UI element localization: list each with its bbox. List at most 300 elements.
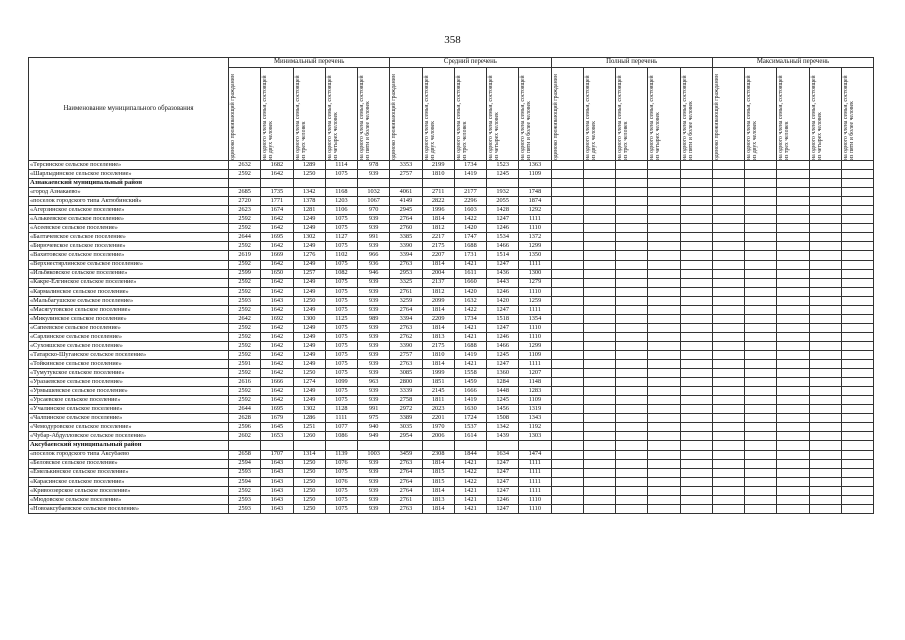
value-cell-mid: 1811	[422, 396, 454, 405]
municipality-name: «Балтачевское сельское поселение»	[29, 233, 229, 242]
empty-cell-full	[648, 504, 680, 513]
empty-cell-max	[841, 233, 873, 242]
empty-cell-max	[841, 242, 873, 251]
value-cell-mid: 1634	[487, 450, 519, 459]
value-cell-min: 1075	[325, 387, 357, 396]
empty-cell-max	[745, 360, 777, 369]
value-cell-min: 1249	[293, 350, 325, 359]
empty-cell-full	[583, 378, 615, 387]
municipality-name: «Учалинское сельское поселение»	[29, 405, 229, 414]
value-cell-min: 1075	[325, 360, 357, 369]
table-row	[29, 197, 874, 206]
value-cell-mid: 1851	[422, 378, 454, 387]
value-cell-mid: 3385	[390, 233, 422, 242]
empty-cell-max	[745, 179, 777, 188]
value-cell-mid: 1932	[487, 188, 519, 197]
value-cell-mid: 2201	[422, 414, 454, 423]
value-cell-min: 1250	[293, 468, 325, 477]
empty-cell-mid	[487, 441, 519, 450]
empty-cell-full	[616, 305, 648, 314]
value-cell-min: 1286	[293, 414, 325, 423]
value-cell-min: 1260	[293, 432, 325, 441]
empty-cell-full	[648, 260, 680, 269]
value-cell-mid: 1814	[422, 360, 454, 369]
value-cell-min: 1003	[358, 450, 390, 459]
value-cell-min: 1075	[325, 260, 357, 269]
empty-cell-max	[712, 197, 744, 206]
value-cell-mid: 1247	[487, 305, 519, 314]
empty-cell-full	[616, 323, 648, 332]
value-cell-mid: 1111	[519, 360, 551, 369]
empty-cell-full	[551, 423, 583, 432]
empty-cell-full	[648, 188, 680, 197]
value-cell-mid: 1436	[487, 269, 519, 278]
value-cell-min: 1032	[358, 188, 390, 197]
value-cell-mid: 1110	[519, 224, 551, 233]
empty-cell-min	[325, 179, 357, 188]
empty-cell-max	[777, 432, 809, 441]
value-cell-min: 2592	[229, 396, 261, 405]
empty-cell-full	[680, 305, 712, 314]
empty-cell-max	[712, 233, 744, 242]
value-cell-mid: 1419	[454, 396, 486, 405]
empty-cell-full	[551, 477, 583, 486]
value-cell-min: 1168	[325, 188, 357, 197]
value-cell-mid: 2308	[422, 450, 454, 459]
value-cell-min: 970	[358, 206, 390, 215]
subcolumn-header-label: на одного члена семьи, состоящей из пяти и более человек	[681, 75, 694, 160]
empty-cell-max	[841, 296, 873, 305]
value-cell-min: 1643	[261, 296, 293, 305]
empty-cell-max	[809, 170, 841, 179]
empty-cell-max	[745, 486, 777, 495]
empty-cell-max	[777, 233, 809, 242]
empty-cell-max	[777, 215, 809, 224]
value-cell-min: 1249	[293, 260, 325, 269]
empty-cell-max	[809, 269, 841, 278]
value-cell-min: 1249	[293, 341, 325, 350]
value-cell-min: 1642	[261, 360, 293, 369]
empty-cell-full	[551, 495, 583, 504]
value-cell-mid: 1688	[454, 242, 486, 251]
empty-cell-max	[777, 332, 809, 341]
value-cell-min: 1203	[325, 197, 357, 206]
value-cell-min: 1067	[358, 197, 390, 206]
subcolumn-header-label: на одного члена семьи, состоящей из четырех человек	[810, 75, 823, 160]
subcolumn-header-min-2	[261, 68, 293, 161]
value-cell-min: 939	[358, 278, 390, 287]
value-cell-min: 1642	[261, 387, 293, 396]
empty-cell-full	[551, 341, 583, 350]
value-cell-min: 1075	[325, 170, 357, 179]
value-cell-min: 1643	[261, 459, 293, 468]
value-cell-mid: 2953	[390, 269, 422, 278]
value-cell-mid: 1247	[487, 477, 519, 486]
value-cell-mid: 1448	[487, 387, 519, 396]
value-cell-mid: 1439	[487, 432, 519, 441]
empty-cell-max	[809, 405, 841, 414]
empty-cell-max	[841, 179, 873, 188]
empty-cell-min	[358, 179, 390, 188]
empty-cell-full	[680, 260, 712, 269]
value-cell-mid: 1419	[454, 170, 486, 179]
empty-cell-max	[809, 305, 841, 314]
table-row	[29, 251, 874, 260]
empty-cell-full	[583, 260, 615, 269]
empty-cell-full	[616, 495, 648, 504]
page-number: 358	[444, 34, 461, 46]
value-cell-mid: 1247	[487, 504, 519, 513]
empty-cell-max	[841, 459, 873, 468]
empty-cell-full	[648, 206, 680, 215]
empty-cell-max	[745, 477, 777, 486]
empty-cell-max	[809, 242, 841, 251]
group-header-max: Максимальный перечень	[712, 58, 873, 68]
empty-cell-max	[841, 341, 873, 350]
value-cell-mid: 1810	[422, 170, 454, 179]
value-cell-mid: 1110	[519, 495, 551, 504]
value-cell-min: 2592	[229, 350, 261, 359]
value-cell-min: 1075	[325, 305, 357, 314]
empty-cell-full	[648, 341, 680, 350]
empty-cell-full	[648, 287, 680, 296]
empty-cell-max	[745, 495, 777, 504]
value-cell-mid: 1110	[519, 323, 551, 332]
empty-cell-max	[712, 459, 744, 468]
empty-cell-full	[583, 486, 615, 495]
empty-cell-max	[809, 296, 841, 305]
value-cell-min: 1250	[293, 495, 325, 504]
value-cell-min: 1075	[325, 495, 357, 504]
empty-cell-max	[745, 269, 777, 278]
empty-cell-max	[777, 405, 809, 414]
municipality-name: «Тойкинское сельское поселение»	[29, 360, 229, 369]
subcolumn-header-max-2	[745, 68, 777, 161]
municipality-name: «Алькеевское сельское поселение»	[29, 215, 229, 224]
value-cell-mid: 1443	[487, 278, 519, 287]
value-cell-min: 978	[358, 161, 390, 170]
value-cell-min: 1249	[293, 278, 325, 287]
empty-cell-max	[712, 314, 744, 323]
empty-cell-max	[809, 441, 841, 450]
value-cell-min: 2602	[229, 432, 261, 441]
empty-cell-full	[680, 486, 712, 495]
empty-cell-full	[616, 260, 648, 269]
value-cell-min: 1342	[293, 188, 325, 197]
empty-cell-max	[809, 486, 841, 495]
table-row	[29, 369, 874, 378]
value-cell-min: 1075	[325, 296, 357, 305]
empty-cell-max	[809, 468, 841, 477]
empty-cell-full	[648, 233, 680, 242]
empty-cell-full	[551, 251, 583, 260]
empty-cell-max	[712, 206, 744, 215]
empty-cell-full	[680, 432, 712, 441]
value-cell-min: 939	[358, 341, 390, 350]
empty-cell-max	[777, 450, 809, 459]
value-cell-min: 1250	[293, 486, 325, 495]
municipality-name: «поселок городского типа Аксубаево	[29, 450, 229, 459]
value-cell-mid: 1422	[454, 468, 486, 477]
empty-cell-max	[841, 360, 873, 369]
value-cell-min: 1249	[293, 215, 325, 224]
value-cell-mid: 1419	[454, 350, 486, 359]
value-cell-min: 989	[358, 314, 390, 323]
empty-cell-full	[551, 233, 583, 242]
empty-cell-mid	[519, 179, 551, 188]
value-cell-min: 1250	[293, 504, 325, 513]
municipality-name: «Бирючевское сельское поселение»	[29, 242, 229, 251]
empty-cell-max	[777, 378, 809, 387]
table-row	[29, 360, 874, 369]
empty-cell-max	[712, 242, 744, 251]
value-cell-mid: 1466	[487, 341, 519, 350]
value-cell-min: 1645	[261, 423, 293, 432]
value-cell-mid: 1360	[487, 369, 519, 378]
value-cell-mid: 1111	[519, 260, 551, 269]
empty-cell-max	[712, 179, 744, 188]
empty-cell-max	[777, 206, 809, 215]
table-row	[29, 260, 874, 269]
empty-cell-max	[745, 405, 777, 414]
empty-cell-max	[809, 387, 841, 396]
value-cell-min: 2592	[229, 305, 261, 314]
value-cell-min: 946	[358, 269, 390, 278]
value-cell-mid: 1474	[519, 450, 551, 459]
empty-cell-full	[583, 360, 615, 369]
empty-cell-max	[712, 486, 744, 495]
value-cell-mid: 1999	[422, 369, 454, 378]
value-cell-min: 939	[358, 323, 390, 332]
empty-cell-full	[616, 269, 648, 278]
empty-cell-full	[680, 378, 712, 387]
empty-cell-full	[551, 242, 583, 251]
empty-cell-full	[616, 278, 648, 287]
value-cell-mid: 1292	[519, 206, 551, 215]
value-cell-mid: 4149	[390, 197, 422, 206]
empty-cell-max	[712, 441, 744, 450]
empty-cell-max	[841, 170, 873, 179]
value-cell-min: 1643	[261, 504, 293, 513]
value-cell-mid: 1814	[422, 323, 454, 332]
subcolumn-header-label: на одного члена семьи, состоящей из трех человек	[617, 75, 630, 160]
value-cell-min: 2593	[229, 495, 261, 504]
municipality-name: «Мальбагушское сельское поселение»	[29, 296, 229, 305]
empty-cell-max	[841, 161, 873, 170]
empty-cell-full	[648, 278, 680, 287]
value-cell-mid: 3390	[390, 341, 422, 350]
empty-cell-max	[712, 323, 744, 332]
empty-cell-full	[551, 441, 583, 450]
subcolumn-header-max-1	[712, 68, 744, 161]
empty-cell-max	[712, 332, 744, 341]
empty-cell-full	[551, 161, 583, 170]
empty-cell-full	[648, 242, 680, 251]
empty-cell-max	[745, 233, 777, 242]
empty-cell-full	[648, 269, 680, 278]
value-cell-min: 2720	[229, 197, 261, 206]
value-cell-mid: 1815	[422, 468, 454, 477]
value-cell-mid: 1246	[487, 287, 519, 296]
empty-cell-max	[745, 224, 777, 233]
empty-cell-max	[841, 495, 873, 504]
empty-cell-max	[777, 504, 809, 513]
value-cell-mid: 2761	[390, 495, 422, 504]
value-cell-min: 1642	[261, 260, 293, 269]
empty-cell-max	[712, 369, 744, 378]
table-row	[29, 414, 874, 423]
value-cell-min: 1642	[261, 305, 293, 314]
empty-cell-full	[680, 387, 712, 396]
empty-cell-full	[680, 179, 712, 188]
empty-cell-full	[680, 197, 712, 206]
value-cell-mid: 1259	[519, 296, 551, 305]
value-cell-mid: 1148	[519, 378, 551, 387]
value-cell-min: 1075	[325, 215, 357, 224]
empty-cell-full	[551, 305, 583, 314]
value-cell-min: 1674	[261, 206, 293, 215]
subcolumn-header-label: на одного члена семьи, состоящей из двух человек	[423, 75, 436, 160]
table-row	[29, 278, 874, 287]
empty-cell-full	[616, 423, 648, 432]
empty-cell-max	[745, 188, 777, 197]
value-cell-min: 1302	[293, 405, 325, 414]
empty-cell-full	[680, 450, 712, 459]
value-cell-min: 939	[358, 486, 390, 495]
value-cell-min: 2685	[229, 188, 261, 197]
district-name: Азнакаевский муниципальный район	[29, 179, 229, 188]
empty-cell-max	[809, 369, 841, 378]
empty-cell-full	[648, 414, 680, 423]
value-cell-mid: 1688	[454, 341, 486, 350]
empty-cell-full	[616, 350, 648, 359]
value-cell-mid: 2006	[422, 432, 454, 441]
value-cell-mid: 1111	[519, 468, 551, 477]
empty-cell-full	[551, 396, 583, 405]
value-cell-mid: 2711	[422, 188, 454, 197]
value-cell-min: 939	[358, 224, 390, 233]
value-cell-min: 1642	[261, 341, 293, 350]
subcolumn-header-label: на одного члена семьи, состоящей из трех человек	[294, 75, 307, 160]
empty-cell-max	[809, 477, 841, 486]
value-cell-min: 1682	[261, 161, 293, 170]
district-section-row	[29, 179, 874, 188]
empty-cell-max	[841, 197, 873, 206]
empty-cell-full	[551, 468, 583, 477]
empty-cell-max	[777, 305, 809, 314]
value-cell-min: 1257	[293, 269, 325, 278]
empty-cell-min	[358, 441, 390, 450]
subcolumn-header-label: на одного члена семьи, состоящей из пяти и более человек	[520, 75, 533, 160]
value-cell-min: 1075	[325, 332, 357, 341]
empty-cell-max	[841, 350, 873, 359]
value-cell-mid: 2763	[390, 260, 422, 269]
empty-cell-full	[583, 323, 615, 332]
empty-cell-max	[809, 360, 841, 369]
subcolumn-header-label: на одного члена семьи, состоящей из трех человек	[455, 75, 468, 160]
table-row	[29, 341, 874, 350]
value-cell-min: 2628	[229, 414, 261, 423]
value-cell-mid: 1299	[519, 242, 551, 251]
empty-cell-full	[616, 360, 648, 369]
empty-cell-full	[583, 405, 615, 414]
value-cell-min: 2593	[229, 296, 261, 305]
value-cell-mid: 1245	[487, 396, 519, 405]
subcolumn-header-full-4	[648, 68, 680, 161]
empty-cell-full	[648, 296, 680, 305]
empty-cell-full	[680, 405, 712, 414]
name-column-header: Наименование муниципального образования	[29, 58, 229, 161]
value-cell-mid: 1813	[422, 332, 454, 341]
value-cell-min: 2592	[229, 323, 261, 332]
empty-cell-min	[325, 441, 357, 450]
empty-cell-max	[841, 405, 873, 414]
empty-cell-max	[712, 495, 744, 504]
empty-cell-full	[583, 450, 615, 459]
value-cell-min: 2592	[229, 215, 261, 224]
empty-cell-max	[745, 323, 777, 332]
empty-cell-full	[648, 459, 680, 468]
municipality-name: «Сарлинское сельское поселение»	[29, 332, 229, 341]
empty-cell-max	[777, 477, 809, 486]
subcolumn-header-label: на одного члена семьи, состоящей из трех человек	[778, 75, 791, 160]
municipality-name: «Масягутовское сельское поселение»	[29, 305, 229, 314]
value-cell-mid: 1343	[519, 414, 551, 423]
empty-cell-full	[680, 459, 712, 468]
subcolumn-header-mid-1	[390, 68, 422, 161]
empty-cell-max	[777, 423, 809, 432]
subcolumn-header-min-5	[358, 68, 390, 161]
value-cell-mid: 3339	[390, 387, 422, 396]
empty-cell-max	[809, 350, 841, 359]
value-cell-mid: 1247	[487, 260, 519, 269]
value-cell-min: 939	[358, 477, 390, 486]
value-cell-min: 2592	[229, 332, 261, 341]
subcolumn-header-label: на одного члена семьи, состоящей из четырех человек	[326, 75, 339, 160]
empty-cell-full	[648, 215, 680, 224]
value-cell-mid: 1630	[454, 405, 486, 414]
value-cell-min: 1735	[261, 188, 293, 197]
empty-cell-full	[616, 378, 648, 387]
empty-cell-max	[745, 332, 777, 341]
value-cell-min: 2593	[229, 468, 261, 477]
table-row	[29, 305, 874, 314]
empty-cell-full	[583, 269, 615, 278]
empty-cell-max	[712, 504, 744, 513]
value-cell-mid: 1363	[519, 161, 551, 170]
value-cell-mid: 1421	[454, 486, 486, 495]
value-cell-min: 2592	[229, 287, 261, 296]
value-cell-mid: 1813	[422, 495, 454, 504]
empty-cell-max	[712, 423, 744, 432]
value-cell-mid: 1810	[422, 350, 454, 359]
value-cell-min: 1249	[293, 323, 325, 332]
value-cell-min: 940	[358, 423, 390, 432]
municipality-name: «Кармалинское сельское поселение»	[29, 287, 229, 296]
empty-cell-max	[745, 423, 777, 432]
value-cell-mid: 2800	[390, 378, 422, 387]
value-cell-mid: 1246	[487, 332, 519, 341]
empty-cell-max	[841, 260, 873, 269]
empty-cell-max	[841, 441, 873, 450]
subcolumn-header-min-1	[229, 68, 261, 161]
value-cell-min: 2596	[229, 423, 261, 432]
empty-cell-max	[809, 233, 841, 242]
value-cell-min: 2592	[229, 224, 261, 233]
empty-cell-full	[648, 224, 680, 233]
empty-cell-max	[809, 179, 841, 188]
value-cell-min: 1114	[325, 161, 357, 170]
